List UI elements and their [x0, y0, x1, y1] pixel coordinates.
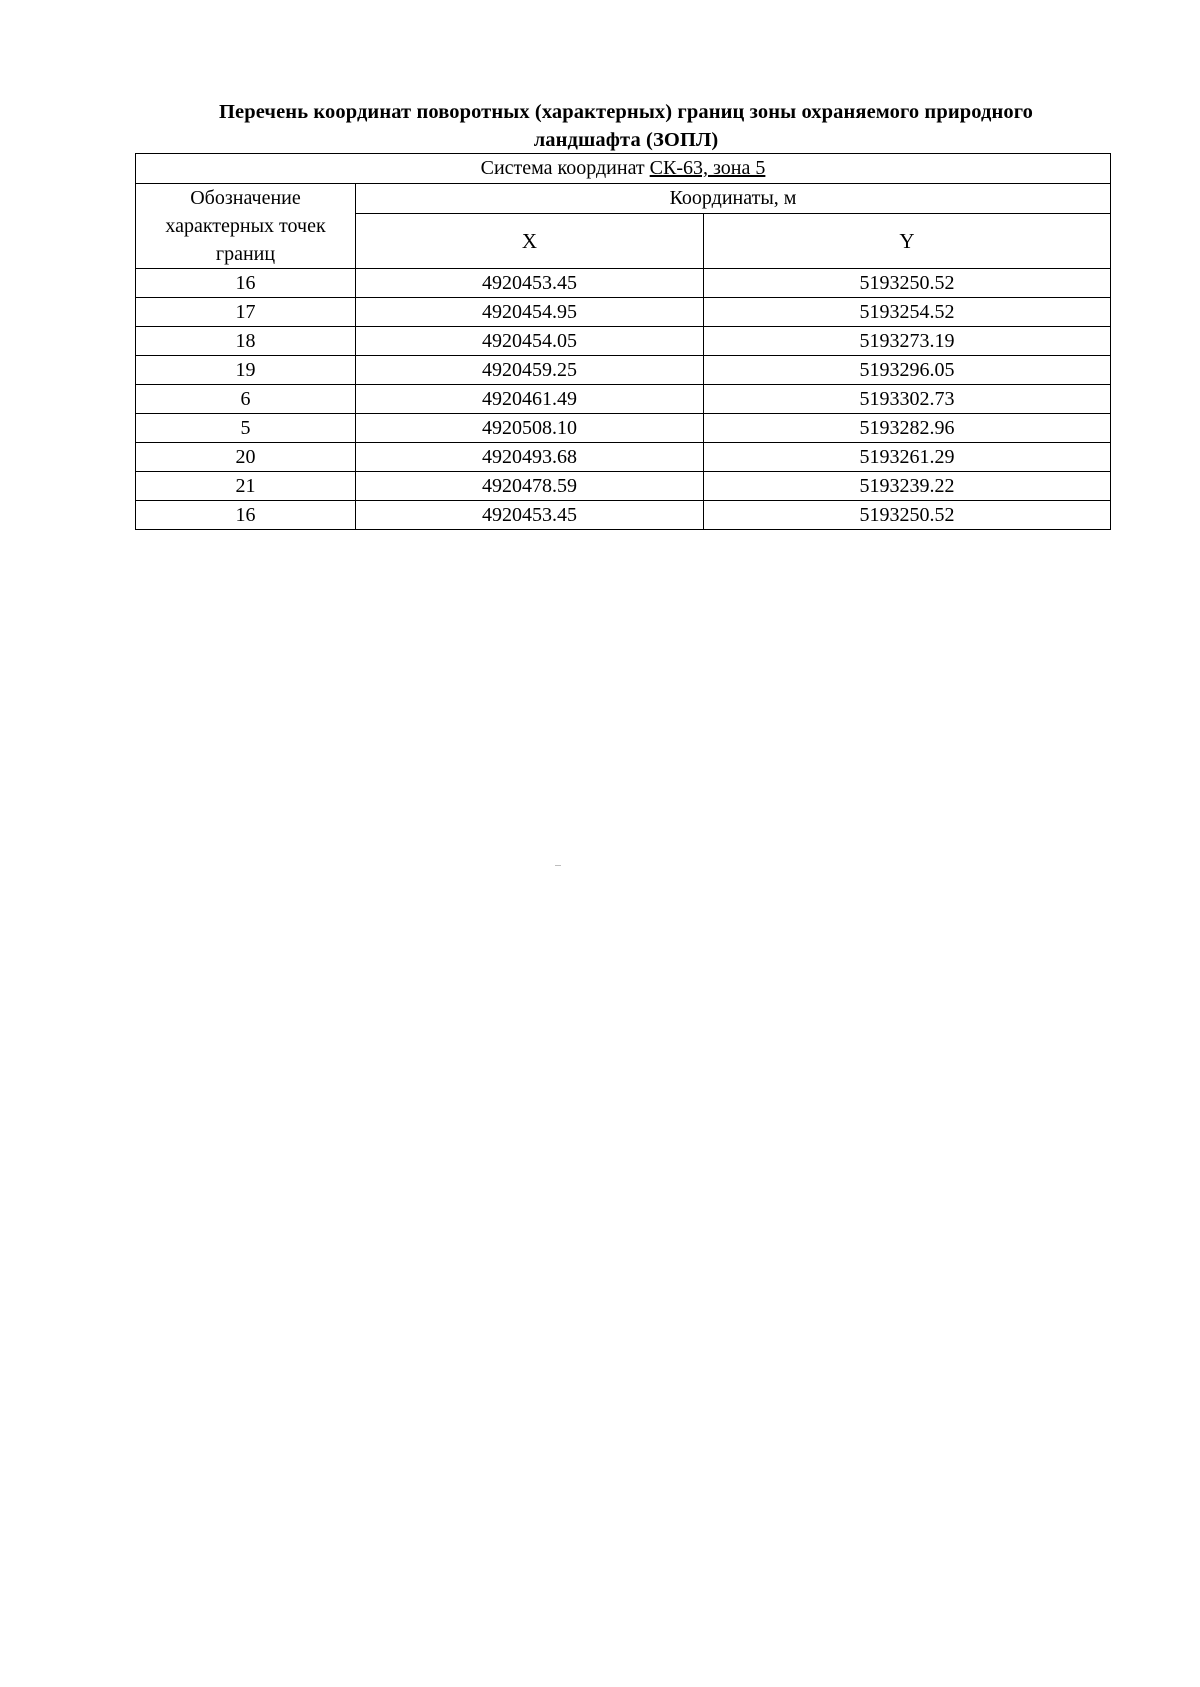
y-cell: 5193239.22 [704, 472, 1111, 501]
x-cell: 4920453.45 [356, 269, 704, 298]
point-cell: 16 [136, 501, 356, 530]
title-line-2: ландшафта (ЗОПЛ) [533, 129, 719, 151]
x-axis-header: X [356, 214, 704, 269]
table-row [136, 356, 1111, 385]
y-cell: 5193254.52 [704, 298, 1111, 327]
page-title [136, 98, 1116, 154]
x-cell: 4920508.10 [356, 414, 704, 443]
coordinates-table [135, 153, 1111, 530]
x-cell: 4920461.49 [356, 385, 704, 414]
point-cell: 6 [136, 385, 356, 414]
y-cell: 5193261.29 [704, 443, 1111, 472]
point-cell: 5 [136, 414, 356, 443]
y-cell: 5193296.05 [704, 356, 1111, 385]
title-line-1: Перечень координат поворотных (характерных) границ зоны охраняемого природного [219, 101, 1033, 123]
x-cell: 4920459.25 [356, 356, 704, 385]
x-cell: 4920453.45 [356, 501, 704, 530]
scan-artifact [555, 865, 561, 866]
point-cell: 18 [136, 327, 356, 356]
coordinate-system-name: СК-63, зона 5 [649, 157, 766, 179]
coordinate-system-prefix: Система координат [480, 157, 650, 179]
table-row [136, 327, 1111, 356]
table-row [136, 414, 1111, 443]
table-row [136, 443, 1111, 472]
point-designation-header: Обозначение характерных точек границ [136, 184, 356, 269]
coordinate-system-row [136, 154, 1111, 184]
y-cell: 5193302.73 [704, 385, 1111, 414]
header-row [136, 184, 1111, 214]
point-cell: 20 [136, 443, 356, 472]
coordinate-system-cell [136, 154, 1111, 184]
point-cell: 16 [136, 269, 356, 298]
y-cell: 5193250.52 [704, 269, 1111, 298]
y-cell: 5193282.96 [704, 414, 1111, 443]
x-cell: 4920454.05 [356, 327, 704, 356]
y-cell: 5193250.52 [704, 501, 1111, 530]
x-cell: 4920454.95 [356, 298, 704, 327]
y-cell: 5193273.19 [704, 327, 1111, 356]
table-row [136, 385, 1111, 414]
table-row [136, 501, 1111, 530]
coordinates-header: Координаты, м [356, 184, 1111, 214]
x-cell: 4920493.68 [356, 443, 704, 472]
table-row [136, 472, 1111, 501]
point-cell: 19 [136, 356, 356, 385]
y-axis-header: Y [704, 214, 1111, 269]
table-row [136, 269, 1111, 298]
point-cell: 21 [136, 472, 356, 501]
point-cell: 17 [136, 298, 356, 327]
table-row [136, 298, 1111, 327]
x-cell: 4920478.59 [356, 472, 704, 501]
